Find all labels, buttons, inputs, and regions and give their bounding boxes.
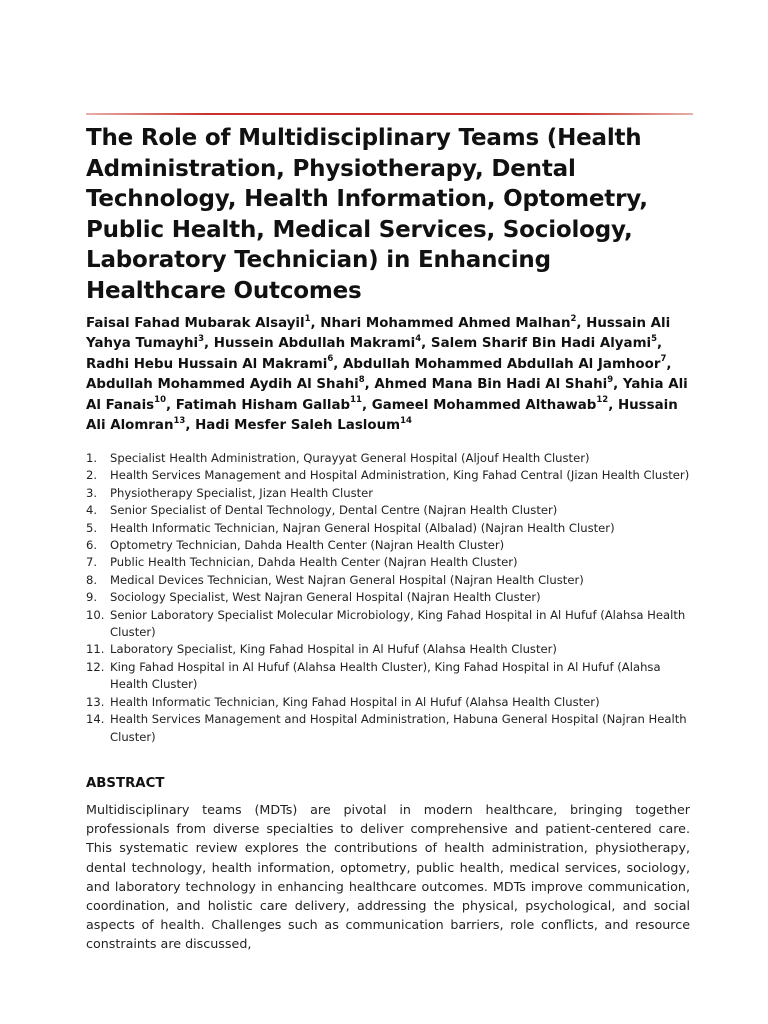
affiliation-item: [86, 711, 696, 746]
author-name: Nhari Mohammed Ahmed Malhan: [320, 316, 571, 331]
affiliation-item: [86, 659, 696, 694]
author-name: Salem Sharif Bin Hadi Alyami: [430, 336, 652, 352]
affiliation-number: 10.: [86, 607, 105, 622]
affiliation-text: Senior Specialist of Dental Technology, Dental Centre (Najran Health Cluster): [110, 503, 558, 518]
author-affiliation-index: 12: [596, 395, 609, 406]
abstract-heading: ABSTRACT: [86, 776, 165, 791]
author-name: Hussain Ali Alomran: [86, 397, 678, 434]
affiliation-text: Public Health Technician, Dahda Health Center (Najran Health Cluster): [110, 555, 518, 570]
author-name: Hussein Abdullah Makrami: [213, 336, 416, 352]
affiliation-number: 13.: [86, 694, 105, 709]
author-name: Abdullah Mohammed Aydih Al Shahi: [86, 377, 359, 393]
author-name: Hussain Ali Yahya Tumayhi: [86, 316, 671, 352]
affiliation-text: Specialist Health Administration, Qurayyat General Hospital (Aljouf Health Cluster): [110, 451, 590, 465]
author-name: Ahmed Mana Bin Hadi Al Shahi: [374, 377, 608, 393]
affiliation-text: Sociology Specialist, West Najran General Hospital (Najran Health Cluster): [110, 590, 541, 605]
author-name: Gameel Mohammed Althawab: [371, 397, 597, 413]
affiliation-text: Medical Devices Technician, West Najran General Hospital (Najran Health Cluster): [110, 572, 584, 587]
affiliation-text: Physiotherapy Specialist, Jizan Health Cluster: [110, 485, 374, 500]
author-name: Radhi Hebu Hussain Al Makrami: [86, 356, 328, 372]
affiliation-number: 4.: [86, 503, 98, 518]
affiliation-item: [86, 485, 696, 502]
author-affiliation-index: 8: [358, 374, 365, 385]
affiliation-item: [86, 694, 696, 711]
author-list: Faisal Fahad Mubarak Alsayil$^1$, Nhari Mohammed Ahmed Malhan$^2$, Hussain Ali Yahya Tumayhi$^3$, Hussein Abdullah Makrami$^4$, Salem Sharif Bin Hadi Alyami$^5$, Radhi Hebu Hussain Al Makrami$^6$, Abdullah Mohammed Abdullah Al Jamhoor$^7$, Abdullah Mohammed Aydih Al Shahi$^8$, Ahmed Mana Bin Hadi Al Shahi$^9$, Yahia Ali Al Fanais$^{10}$, Fatimah Hisham Gallab$^{11}$, Gameel Mohammed Althawab$^{12}$, Hussain Ali Alomran$^{13}$, Hadi Mesfer Saleh Lasloum$^{14}$: [86, 313, 688, 434]
affiliation-number: 12.: [86, 659, 105, 674]
affiliation-text: Health Informatic Technician, Najran General Hospital (Albalad) (Najran Health Cluster): [110, 520, 615, 535]
author-affiliation-index: 4: [415, 333, 422, 344]
author-affiliation-index: 9: [607, 374, 614, 385]
affiliation-item: [86, 607, 696, 642]
author-affiliation-index: 6: [327, 354, 334, 365]
affiliation-text: King Fahad Hospital in Al Hufuf (Alahsa Health Cluster), King Fahad Hospital in Al Hufuf (Alahsa Health Cluster): [110, 659, 661, 692]
affiliation-number: 2.: [86, 468, 98, 483]
affiliation-item: [86, 467, 696, 484]
affiliation-text: Laboratory Specialist, King Fahad Hospital in Al Hufuf (Alahsa Health Cluster): [110, 642, 557, 657]
affiliation-text: Optometry Technician, Dahda Health Center (Najran Health Cluster): [110, 538, 505, 553]
author-affiliation-index: 3: [198, 333, 205, 344]
affiliation-number: 6.: [86, 538, 98, 553]
author-name: Yahia Ali Al Fanais: [86, 377, 688, 413]
author-affiliation-index: 10: [154, 395, 166, 406]
affiliation-item: [86, 554, 696, 571]
paper-title: The Role of Multidisciplinary Teams (Health Administration, Physiotherapy, Dental Technology, Health Information, Optometry, Public Health, Medical Services, Sociology, Laboratory Technician) in Enhancing Healthcare Outcomes: [86, 125, 648, 304]
affiliation-text: Health Services Management and Hospital Administration, King Fahad Central (Jizan Health Cluster): [110, 468, 690, 483]
author-affiliation-index: 7: [660, 354, 667, 365]
affiliation-text: Senior Laboratory Specialist Molecular Microbiology, King Fahad Hospital in Al Hufuf (Alahsa Health Cluster): [110, 607, 686, 640]
affiliation-number: 3.: [86, 485, 98, 500]
author-affiliation-index: 5: [651, 333, 658, 344]
author-name: Fatimah Hisham Gallab: [175, 397, 351, 413]
affiliation-number: 14.: [86, 712, 105, 727]
affiliation-item: [86, 450, 696, 467]
affiliation-number: 5.: [86, 520, 98, 535]
affiliation-item: [86, 537, 696, 554]
affiliation-item: [86, 641, 696, 658]
affiliation-item: [86, 589, 696, 606]
author-name: Faisal Fahad Mubarak Alsayil: [86, 316, 305, 331]
abstract-body: Multidisciplinary teams (MDTs) are pivotal in modern healthcare, bringing together professionals from diverse specialties to deliver comprehensive and patient-centered care. This systematic review explores the contributions of health administration, physiotherapy, dental technology, health information, optometry, public health, medical services, sociology, and laboratory technology in enhancing healthcare outcomes. MDTs improve communication, coordination, and holistic care delivery, addressing the physical, psychological, and social aspects of health. Challenges such as communication barriers, role conflicts, and resource constraints are discussed,: [86, 802, 690, 952]
affiliation-number: 9.: [86, 590, 98, 605]
author-name: Abdullah Mohammed Abdullah Al Jamhoor: [343, 356, 661, 372]
affiliation-number: 1.: [86, 451, 98, 465]
author-affiliation-index: 1: [304, 313, 311, 324]
affiliation-number: 11.: [86, 642, 105, 657]
affiliation-item: [86, 520, 696, 537]
affiliation-item: [86, 502, 696, 519]
affiliation-number: 7.: [86, 555, 98, 570]
affiliation-list: [86, 450, 696, 746]
affiliation-number: 8.: [86, 572, 98, 587]
author-affiliation-index: 13: [173, 415, 186, 426]
affiliation-item: [86, 572, 696, 589]
author-affiliation-index: 11: [350, 395, 362, 406]
author-affiliation-index: 14: [400, 415, 412, 426]
affiliation-text: Health Informatic Technician, King Fahad Hospital in Al Hufuf (Alahsa Health Cluster): [110, 694, 600, 709]
author-affiliation-index: 2: [570, 313, 577, 324]
author-name: Hadi Mesfer Saleh Lasloum: [195, 418, 401, 434]
header-rule: [86, 113, 693, 115]
affiliation-text: Health Services Management and Hospital Administration, Habuna General Hospital (Najran Health Cluster): [110, 712, 687, 744]
